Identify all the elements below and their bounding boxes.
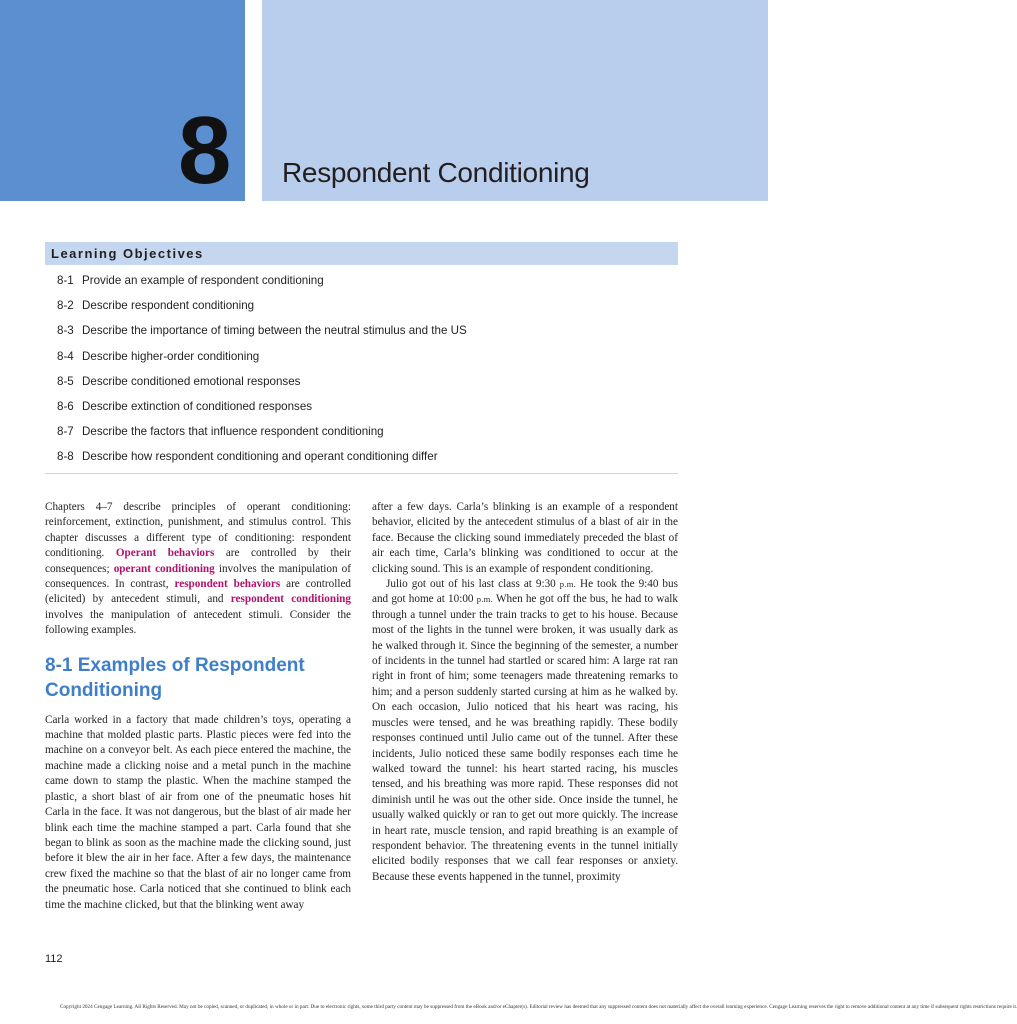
learning-objective-item [57,371,467,396]
body-text: When he got off the bus, he had to walk through a tunnel under the train tracks to get to his house. Because most of the lights in the tunnel were broken, it was usually dark as he walked through it. Since the beginning of the semester, a number of incidents in the tunnel had startled or scared him: A large rat ran right in front of him; some teenagers made threatening remarks to him; and a person suddenly started cursing at him as he walked by. On each occasion, Julio noticed that his heart was racing, his muscles were tensed, and he was breathing rapidly. These bodily responses continued until Julio came out of the tunnel. After these incidents, Julio noticed these same bodily responses each time he walked toward the tunnel: his heart started racing, his muscles tensed, and his breathing was more rapid. These responses did not diminish until he was out the other side. Once inside the tunnel, he usually walked quickly or ran to get out more quickly. The increase in heart rate, muscle tension, and rapid breathing is an example of respondent behavior. The threatening events in the tunnel initially elicited bodily responses that we call fear responses or anxiety. Because these events happened in the tunnel, proximity [372,593,678,883]
time-suffix: p.m. [476,594,493,605]
learning-objectives-title: Learning Objectives [51,246,204,261]
objective-text: Describe the factors that influence respondent conditioning [82,425,384,439]
objective-number: 8-1 [57,274,74,287]
key-term: respondent conditioning [230,593,351,606]
body-text: involves the manipulation of consequences. In contrast, [45,562,352,591]
page-number: 112 [45,953,63,965]
key-term: operant conditioning [113,562,215,575]
objective-text: Describe extinction of conditioned responses [82,399,313,413]
objective-number: 8-2 [57,299,74,313]
learning-objective-item [57,320,467,345]
chapter-title: Respondent Conditioning [282,157,590,188]
key-term: Operant behaviors [115,547,215,560]
objective-number: 8-6 [57,399,74,413]
section-heading: 8-1 Examples of Respondent Conditioning [45,654,305,701]
chapter-number: 8 [178,97,230,204]
julio-paragraph [372,577,678,885]
right-column [372,500,678,885]
learning-objective-item [57,295,467,320]
objective-text: Describe respondent conditioning [82,299,255,313]
objective-number: 8-7 [57,425,74,439]
body-text: are controlled (elicited) by antecedent stimuli, and [45,578,352,606]
left-column [45,500,351,913]
body-text: involves the manipulation of antecedent stimuli. Consider the following examples. [45,608,351,637]
body-text: Chapters 4–7 describe principles of operant conditioning: reinforcement, extinction, punishment, and stimulus control. This chapter discusses a different type of conditioning: respondent conditioning. [45,501,351,560]
objective-number: 8-5 [57,374,74,388]
time-suffix: p.m. [559,579,577,590]
objective-number: 8-4 [57,349,74,363]
body-text: are controlled by their consequences; [45,547,352,575]
carla-paragraph-continued: after a few days. Carla’s blinking is an example of a respondent behavior, elicited by the antecedent stimulus of a blast of air in the face. Because the clicking sound immediately preceded the blast of air each time, Carla’s blinking was conditioned to occur at the clicking sound. This is an example of respondent conditioning. [372,501,678,575]
objective-text: Describe how respondent conditioning and operant conditioning differ [82,450,438,464]
learning-objectives-list [57,270,467,472]
intro-paragraph [45,500,351,639]
body-text: He took the 9:40 bus and got home at 10:00 [372,578,678,606]
learning-objective-item [57,396,467,421]
learning-objective-item [57,346,467,371]
carla-paragraph: Carla worked in a factory that made children’s toys, operating a machine that molded plastic parts. Plastic pieces were fed into the machine on a conveyor belt. As each piece entered the machine, the machine made a clicking noise and a metal punch in the machine came down to stamp the plastic. When the machine stamped the plastic, a short blast of air from one of the pneumatic hoses hit Carla in the face. It was not dangerous, but the blast of air made her blink each time the machine stamped a part. Carla found that she began to blink as soon as the machine made the clicking sound, just before it blew the air in her face. After a few days, the maintenance crew fixed the machine so that the blast of air no longer came from the pneumatic hose. Carla noticed that she continued to blink each time the machine clicked, but that the blinking went away [45,713,351,911]
objective-number: 8-8 [57,450,74,464]
body-text: Julio got out of his last class at 9:30 [386,578,560,591]
objective-text: Describe the importance of timing between the neutral stimulus and the US [82,324,467,338]
copyright-notice: Copyright 2024 Cengage Learning. All Rights Reserved. May not be copied, scanned, or duplicated, in whole or in part. Due to electronic rights, some third party content may be suppressed from the eBook and/or eChapter(s). Editorial review has deemed that any suppressed content does not materially affect the overall learning experience. Cengage Learning reserves the right to remove additional content at any time if subsequent rights restrictions require it. [60,1004,1017,1010]
key-term: respondent behaviors [174,578,281,591]
objective-text: Describe higher-order conditioning [82,349,260,363]
objective-text: Describe conditioned emotional responses [82,374,301,388]
learning-objective-item [57,421,467,446]
learning-objective-item [57,270,467,295]
divider [45,473,678,474]
objective-text: Provide an example of respondent conditioning [82,274,324,287]
objective-number: 8-3 [57,324,74,338]
learning-objective-item [57,446,467,471]
